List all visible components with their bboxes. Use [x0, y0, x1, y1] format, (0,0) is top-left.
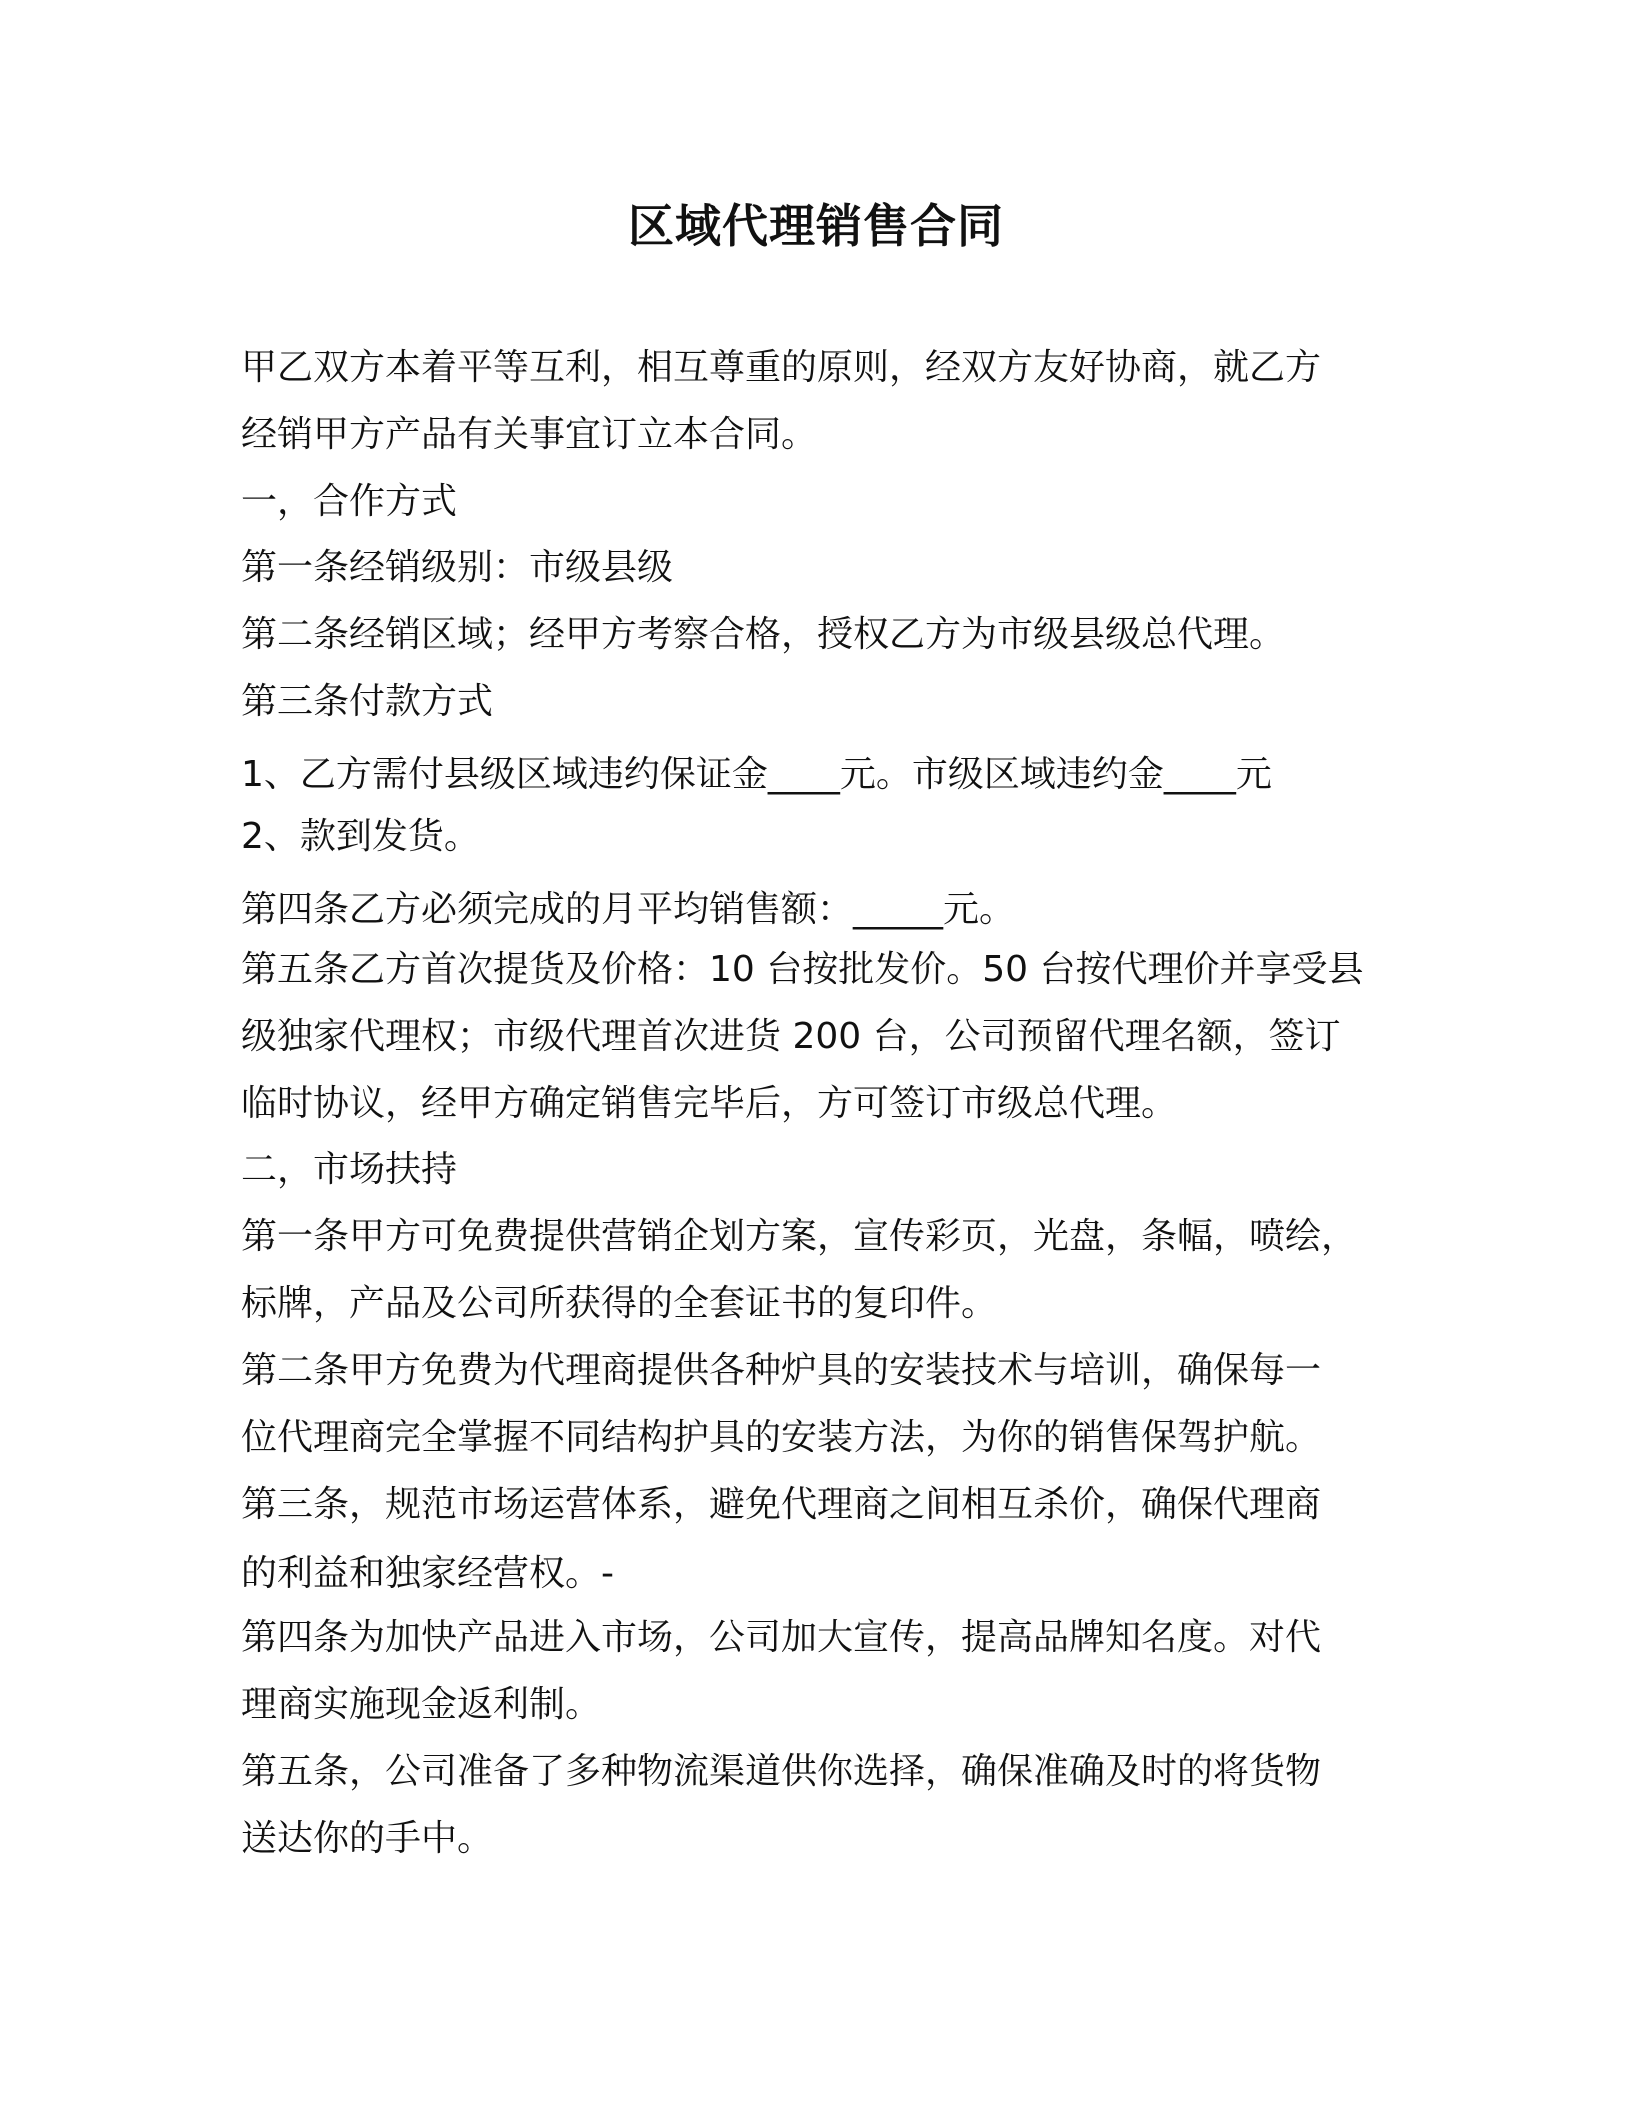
- clause-line: 位代理商完全掌握不同结构护具的安装方法，为你的销售保驾护航。: [241, 1417, 1322, 1458]
- clause-line: 第一条甲方可免费提供营销企划方案，宣传彩页，光盘，条幅，喷绘，: [241, 1216, 1358, 1257]
- clause-line: 第五条乙方首次提货及价格：10 台按批发价。50 台按代理价并享受县: [241, 949, 1364, 990]
- document-title: 区域代理销售合同: [628, 199, 1004, 253]
- section-heading-cooperation: 一，合作方式: [241, 481, 458, 522]
- clause-line: 标牌，产品及公司所获得的全套证书的复印件。: [241, 1283, 998, 1324]
- clause-line: 第四条为加快产品进入市场，公司加大宣传，提高品牌知名度。对代: [241, 1617, 1322, 1658]
- clause-line: 临时协议，经甲方确定销售完毕后，方可签订市级总代理。: [241, 1083, 1178, 1124]
- clause-line: 第四条乙方必须完成的月平均销售额：_____元。: [241, 889, 1016, 930]
- intro-line-1: 甲乙双方本着平等互利，相互尊重的原则，经双方友好协商，就乙方: [241, 347, 1322, 388]
- clause-line: 第二条经销区域；经甲方考察合格，授权乙方为市级县级总代理。: [241, 614, 1286, 655]
- clause-line: 第三条付款方式: [241, 681, 494, 722]
- clause-line: 第五条，公司准备了多种物流渠道供你选择，确保准确及时的将货物: [241, 1751, 1322, 1792]
- section-heading-market-support: 二，市场扶持: [241, 1149, 458, 1190]
- clause-line: 2、款到发货。: [241, 816, 480, 857]
- clause-line: 级独家代理权；市级代理首次进货 200 台，公司预留代理名额，签订: [241, 1016, 1341, 1057]
- intro-line-2: 经销甲方产品有关事宜订立本合同。: [241, 414, 818, 455]
- clause-line: 送达你的手中。: [241, 1818, 494, 1859]
- clause-line: 第三条，规范市场运营体系，避免代理商之间相互杀价，确保代理商: [241, 1484, 1322, 1525]
- clause-line: 1、乙方需付县级区域违约保证金____元。市级区域违约金____元: [241, 754, 1272, 795]
- clause-line: 第二条甲方免费为代理商提供各种炉具的安装技术与培训，确保每一: [241, 1350, 1322, 1391]
- clause-line: 第一条经销级别：市级县级: [241, 547, 674, 588]
- clause-line: 理商实施现金返利制。: [241, 1684, 602, 1725]
- clause-line: 的利益和独家经营权。-: [241, 1553, 614, 1594]
